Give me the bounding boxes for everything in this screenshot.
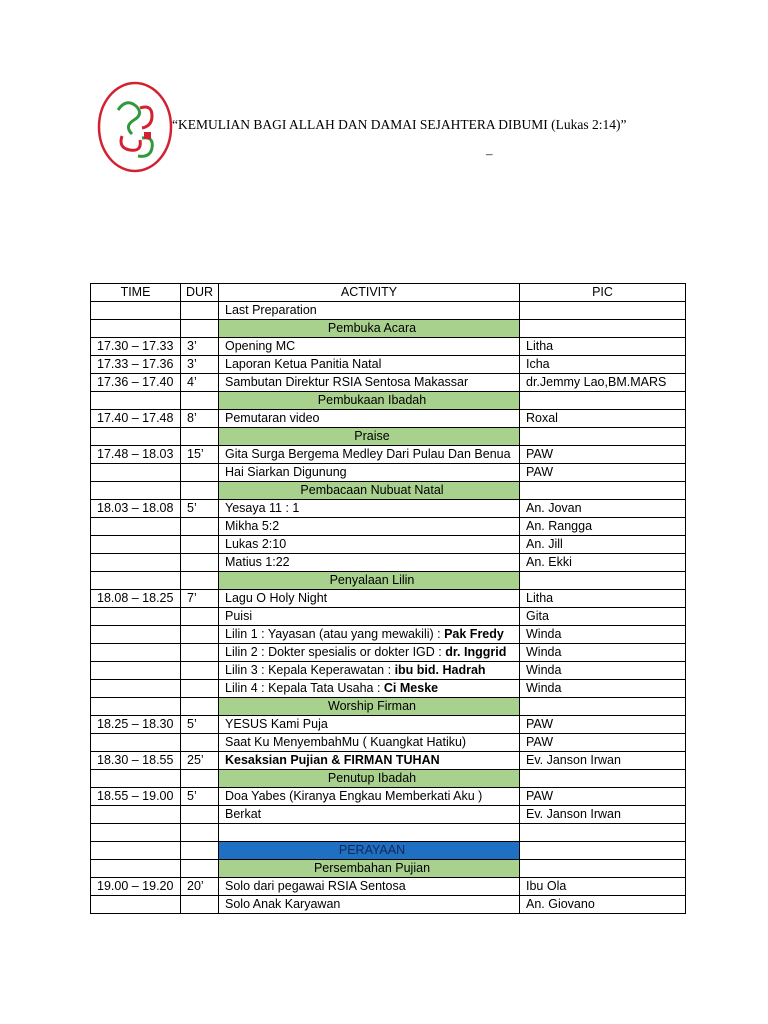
dur-cell: 15’ [181,446,219,464]
pic-cell: PAW [520,464,686,482]
dur-cell [181,554,219,572]
pic-cell [520,842,686,860]
activity-text: Lagu O Holy Night [225,591,328,605]
time-cell [91,662,181,680]
time-cell: 18.25 – 18.30 [91,716,181,734]
time-cell [91,734,181,752]
activity-cell [219,446,520,464]
table-row [91,896,686,914]
time-cell [91,626,181,644]
table-row [91,662,686,680]
pic-cell: Winda [520,680,686,698]
pic-cell [520,698,686,716]
activity-cell [219,734,520,752]
activity-cell [219,536,520,554]
activity-text: Last Preparation [225,303,317,317]
dur-cell [181,392,219,410]
table-row [91,410,686,428]
activity-cell [219,662,520,680]
table-row [91,374,686,392]
pic-cell: PAW [520,734,686,752]
pic-cell: PAW [520,716,686,734]
pic-cell: Litha [520,338,686,356]
activity-cell [219,464,520,482]
activity-cell [219,338,520,356]
activity-text: Matius 1:22 [225,555,290,569]
dur-cell: 25’ [181,752,219,770]
time-cell [91,842,181,860]
dur-cell [181,896,219,914]
dur-cell [181,734,219,752]
pic-cell: PAW [520,788,686,806]
section-row [91,320,686,338]
time-cell: 18.03 – 18.08 [91,500,181,518]
table-row [91,446,686,464]
dur-cell: 5’ [181,500,219,518]
section-label: Pembukaan Ibadah [219,392,520,410]
table-header-row [91,284,686,302]
pic-cell: Litha [520,590,686,608]
activity-text: YESUS Kami Puja [225,717,328,731]
time-cell [91,770,181,788]
table-row [91,644,686,662]
pic-cell: Roxal [520,410,686,428]
time-cell: 18.08 – 18.25 [91,590,181,608]
dur-cell: 20’ [181,878,219,896]
activity-text: Lilin 3 : Kepala Keperawatan : [225,663,395,677]
dur-cell [181,662,219,680]
table-row [91,608,686,626]
pic-cell: An. Rangga [520,518,686,536]
section-label: Penyalaan Lilin [219,572,520,590]
activity-cell [219,500,520,518]
table-row [91,554,686,572]
section-row [91,482,686,500]
activity-text: Lilin 4 : Kepala Tata Usaha : [225,681,384,695]
pic-cell: An. Ekki [520,554,686,572]
activity-text: Opening MC [225,339,296,353]
activity-text: Pemutaran video [225,411,320,425]
section-label: Persembahan Pujian [219,860,520,878]
dur-cell [181,842,219,860]
dur-cell [181,608,219,626]
time-cell [91,860,181,878]
section-row [91,428,686,446]
dur-cell: 4’ [181,374,219,392]
activity-text: Yesaya 11 : 1 [225,501,300,515]
activity-cell [219,518,520,536]
dur-cell [181,320,219,338]
table-row [91,680,686,698]
activity-cell [219,716,520,734]
time-cell: 17.40 – 17.48 [91,410,181,428]
time-cell [91,824,181,842]
table-row [91,590,686,608]
section-row [91,698,686,716]
activity-cell [219,410,520,428]
activity-text: Lilin 1 : Yayasan (atau yang mewakili) : [225,627,445,641]
activity-text: Saat Ku MenyembahMu ( Kuangkat Hatiku) [225,735,467,749]
time-cell [91,536,181,554]
dur-cell [181,698,219,716]
section-row [91,392,686,410]
activity-bold-text: Kesaksian Pujian & FIRMAN TUHAN [225,753,440,767]
table-row [91,338,686,356]
section-label: PERAYAAN [219,842,520,860]
dur-cell [181,536,219,554]
table-row [91,500,686,518]
time-cell [91,680,181,698]
table-row [91,788,686,806]
table-row [91,356,686,374]
pic-cell: Ev. Janson Irwan [520,752,686,770]
dur-cell: 5’ [181,716,219,734]
schedule-table [90,283,686,914]
dur-cell [181,464,219,482]
activity-bold-text: dr. Inggrid [445,645,507,659]
section-label: Penutup Ibadah [219,770,520,788]
table-row [91,752,686,770]
activity-cell [219,896,520,914]
table-row [91,518,686,536]
header-title: “KEMULIAN BAGI ALLAH DAN DAMAI SEJAHTERA DIBUMI (Lukas 2:14)” [172,117,627,132]
dur-cell: 3’ [181,356,219,374]
time-cell: 18.55 – 19.00 [91,788,181,806]
activity-cell [219,374,520,392]
activity-cell [219,608,520,626]
activity-text: Puisi [225,609,253,623]
activity-cell [219,788,520,806]
pic-cell: Icha [520,356,686,374]
activity-cell [219,590,520,608]
pic-cell [520,860,686,878]
time-cell [91,302,181,320]
activity-cell [219,824,520,842]
activity-cell [219,680,520,698]
pic-cell [520,572,686,590]
dur-cell [181,806,219,824]
time-cell [91,608,181,626]
pic-cell: Gita [520,608,686,626]
dur-cell: 3’ [181,338,219,356]
activity-cell [219,878,520,896]
section-label: Worship Firman [219,698,520,716]
section-row [91,842,686,860]
activity-text: Gita Surga Bergema Medley Dari Pulau Dan Benua [225,447,511,461]
section-label: Pembacaan Nubuat Natal [219,482,520,500]
time-cell [91,896,181,914]
pic-cell [520,824,686,842]
time-cell: 19.00 – 19.20 [91,878,181,896]
section-label: Praise [219,428,520,446]
dur-cell [181,482,219,500]
activity-cell [219,752,520,770]
table-row [91,824,686,842]
pic-cell [520,320,686,338]
dur-cell [181,572,219,590]
pic-cell: An. Giovano [520,896,686,914]
section-row [91,572,686,590]
time-cell [91,554,181,572]
time-cell: 17.33 – 17.36 [91,356,181,374]
dur-cell [181,680,219,698]
church-logo [96,80,174,174]
section-label: Pembuka Acara [219,320,520,338]
dur-cell [181,626,219,644]
table-row [91,806,686,824]
dur-cell: 7’ [181,590,219,608]
time-cell [91,428,181,446]
pic-cell [520,482,686,500]
time-cell [91,518,181,536]
activity-text: Sambutan Direktur RSIA Sentosa Makassar [225,375,469,389]
header-dur: DUR [181,284,219,302]
table-row [91,536,686,554]
pic-cell: Winda [520,644,686,662]
time-cell [91,482,181,500]
pic-cell: dr.Jemmy Lao,BM.MARS [520,374,686,392]
header-activity: ACTIVITY [219,284,520,302]
section-row [91,860,686,878]
activity-cell [219,626,520,644]
time-cell: 17.48 – 18.03 [91,446,181,464]
header-dash: – [486,146,493,161]
time-cell [91,572,181,590]
time-cell: 18.30 – 18.55 [91,752,181,770]
time-cell [91,392,181,410]
activity-text: Mikha 5:2 [225,519,280,533]
activity-cell [219,554,520,572]
table-row [91,878,686,896]
time-cell: 17.36 – 17.40 [91,374,181,392]
table-row [91,716,686,734]
pic-cell: PAW [520,446,686,464]
dur-cell [181,824,219,842]
dur-cell [181,428,219,446]
dur-cell [181,302,219,320]
time-cell [91,644,181,662]
activity-text: Laporan Ketua Panitia Natal [225,357,382,371]
header-pic: PIC [520,284,686,302]
pic-cell: Winda [520,662,686,680]
table-row [91,464,686,482]
pic-cell [520,770,686,788]
table-row [91,734,686,752]
activity-text: Lilin 2 : Dokter spesialis or dokter IGD : [225,645,446,659]
pic-cell: Ibu Ola [520,878,686,896]
activity-text: Solo dari pegawai RSIA Sentosa [225,879,406,893]
activity-cell [219,806,520,824]
activity-text: Solo Anak Karyawan [225,897,341,911]
time-cell [91,698,181,716]
activity-bold-text: Ci Meske [383,681,439,695]
header-time: TIME [91,284,181,302]
pic-cell: Winda [520,626,686,644]
activity-cell [219,302,520,320]
dur-cell [181,644,219,662]
time-cell [91,806,181,824]
activity-cell [219,644,520,662]
pic-cell [520,302,686,320]
table-row [91,626,686,644]
activity-bold-text: ibu bid. Hadrah [394,663,486,677]
dur-cell [181,860,219,878]
activity-text: Hai Siarkan Digunung [225,465,347,479]
pic-cell: Ev. Janson Irwan [520,806,686,824]
dur-cell: 8’ [181,410,219,428]
section-row [91,770,686,788]
table-row [91,302,686,320]
pic-cell [520,428,686,446]
pic-cell: An. Jill [520,536,686,554]
activity-text: Lukas 2:10 [225,537,287,551]
activity-bold-text: Pak Fredy [444,627,504,641]
activity-text: Doa Yabes (Kiranya Engkau Memberkati Aku ) [225,789,483,803]
time-cell: 17.30 – 17.33 [91,338,181,356]
activity-cell [219,356,520,374]
dur-cell [181,770,219,788]
dur-cell [181,518,219,536]
time-cell [91,464,181,482]
activity-text: Berkat [225,807,262,821]
pic-cell [520,392,686,410]
dur-cell: 5’ [181,788,219,806]
time-cell [91,320,181,338]
pic-cell: An. Jovan [520,500,686,518]
